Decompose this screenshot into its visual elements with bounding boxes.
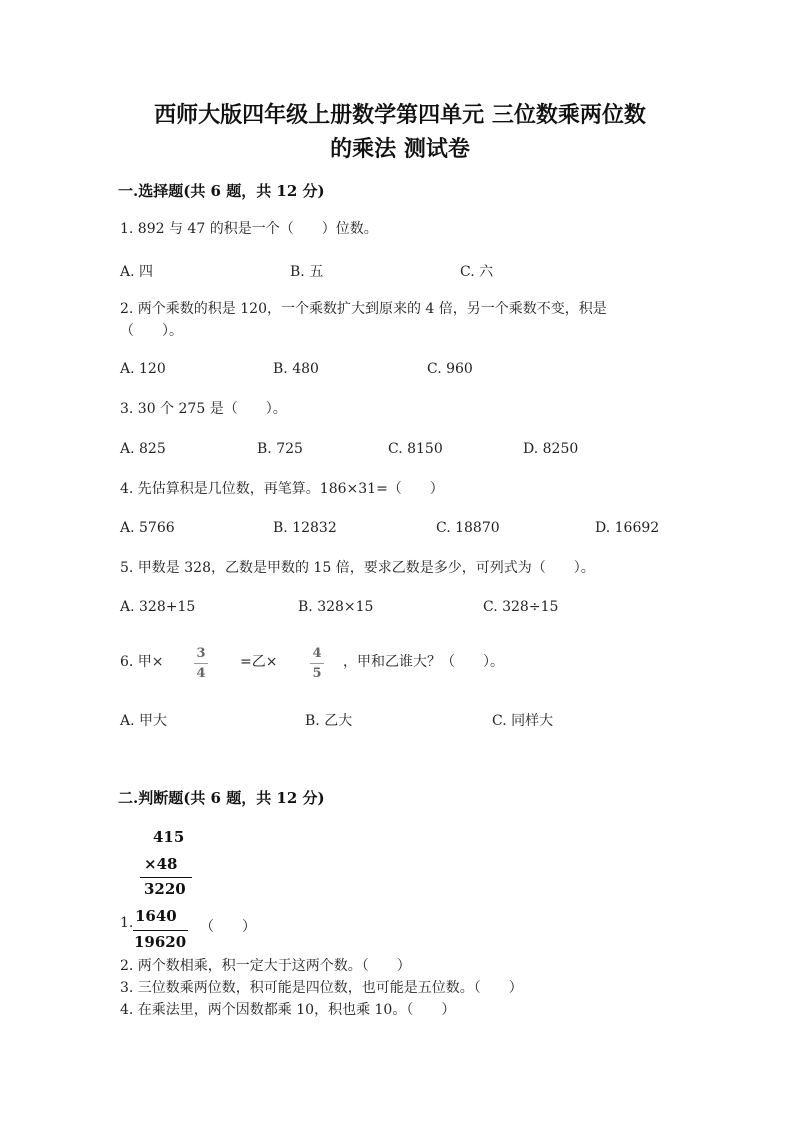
section-2-heading: 二.判断题(共 6 题，共 12 分) (118, 789, 325, 807)
q4-option-b: B. 12832 (273, 520, 337, 536)
q1-option-a: A. 四 (120, 264, 154, 280)
question-1-stem: 1. 892 与 47 的积是一个（ ）位数。 (120, 221, 378, 237)
calc-line-1640: 1640 (135, 907, 177, 925)
q6-option-a: A. 甲大 (120, 713, 168, 729)
fraction-2-numerator: 4 (312, 646, 322, 661)
fraction-2-bar (310, 663, 324, 664)
q1-option-b: B. 五 (290, 264, 324, 280)
q2-option-a: A. 120 (120, 361, 166, 377)
section-1-heading: 一.选择题(共 6 题，共 12 分) (118, 182, 325, 200)
calc-line-415: 415 (153, 828, 185, 846)
fraction-1-denominator: 4 (196, 666, 206, 681)
question-4-stem: 4. 先估算积是几位数，再笔算。186×31=（ ） (120, 481, 444, 497)
q5-option-b: B. 328×15 (298, 599, 374, 615)
judge-q1-number: 1. (120, 915, 134, 931)
judge-question-3: 3. 三位数乘两位数，积可能是四位数，也可能是五位数。（ ） (120, 980, 523, 996)
question-2-stem: 2. 两个乘数的积是 120，一个乘数扩大到原来的 4 倍，另一个乘数不变，积是 (120, 301, 607, 317)
fraction-four-fifths (310, 646, 324, 681)
q3-option-a: A. 825 (120, 441, 166, 457)
q4-option-d: D. 16692 (595, 520, 660, 536)
title-line-2: 的乘法 测试卷 (330, 136, 470, 162)
fraction-1-numerator: 3 (196, 646, 206, 661)
q5-option-c: C. 328÷15 (483, 599, 559, 615)
judge-question-4: 4. 在乘法里，两个因数都乘 10，积也乘 10。（ ） (120, 1002, 456, 1018)
q3-option-b: B. 725 (257, 441, 303, 457)
question-6-part2: =乙× (240, 654, 278, 670)
judge-question-2: 2. 两个数相乘，积一定大于这两个数。（ ） (120, 958, 411, 974)
fraction-three-quarters (194, 646, 208, 681)
question-6-part3: ，甲和乙谁大？（ ）。 (343, 654, 504, 670)
q1-option-c: C. 六 (460, 264, 494, 280)
calc-line-x48: ×48 (144, 855, 178, 873)
judge-q1-paren: （ ） (200, 919, 256, 935)
question-6-part1: 6. 甲× (120, 654, 164, 670)
calc-line-3220: 3220 (144, 880, 186, 898)
q3-option-d: D. 8250 (523, 441, 579, 457)
q4-option-c: C. 18870 (436, 520, 500, 536)
fraction-2-denominator: 5 (312, 666, 322, 681)
page-title (100, 98, 700, 166)
fraction-1-bar (194, 663, 208, 664)
q5-option-a: A. 328+15 (120, 599, 196, 615)
q6-option-c: C. 同样大 (492, 713, 554, 729)
question-5-stem: 5. 甲数是 328，乙数是甲数的 15 倍，要求乙数是多少，可列式为（ ）。 (120, 560, 595, 576)
q6-option-b: B. 乙大 (305, 713, 353, 729)
q2-option-c: C. 960 (427, 361, 473, 377)
calc-rule-2 (133, 930, 188, 931)
calc-line-19620: 19620 (134, 933, 187, 951)
question-3-stem: 3. 30 个 275 是（ ）。 (120, 401, 287, 417)
calc-rule-1 (140, 877, 192, 878)
question-2-stem-cont: （ ）。 (120, 323, 183, 339)
q3-option-c: C. 8150 (388, 441, 443, 457)
title-line-1: 西师大版四年级上册数学第四单元 三位数乘两位数 (154, 102, 646, 128)
q4-option-a: A. 5766 (120, 520, 175, 536)
q2-option-b: B. 480 (273, 361, 319, 377)
